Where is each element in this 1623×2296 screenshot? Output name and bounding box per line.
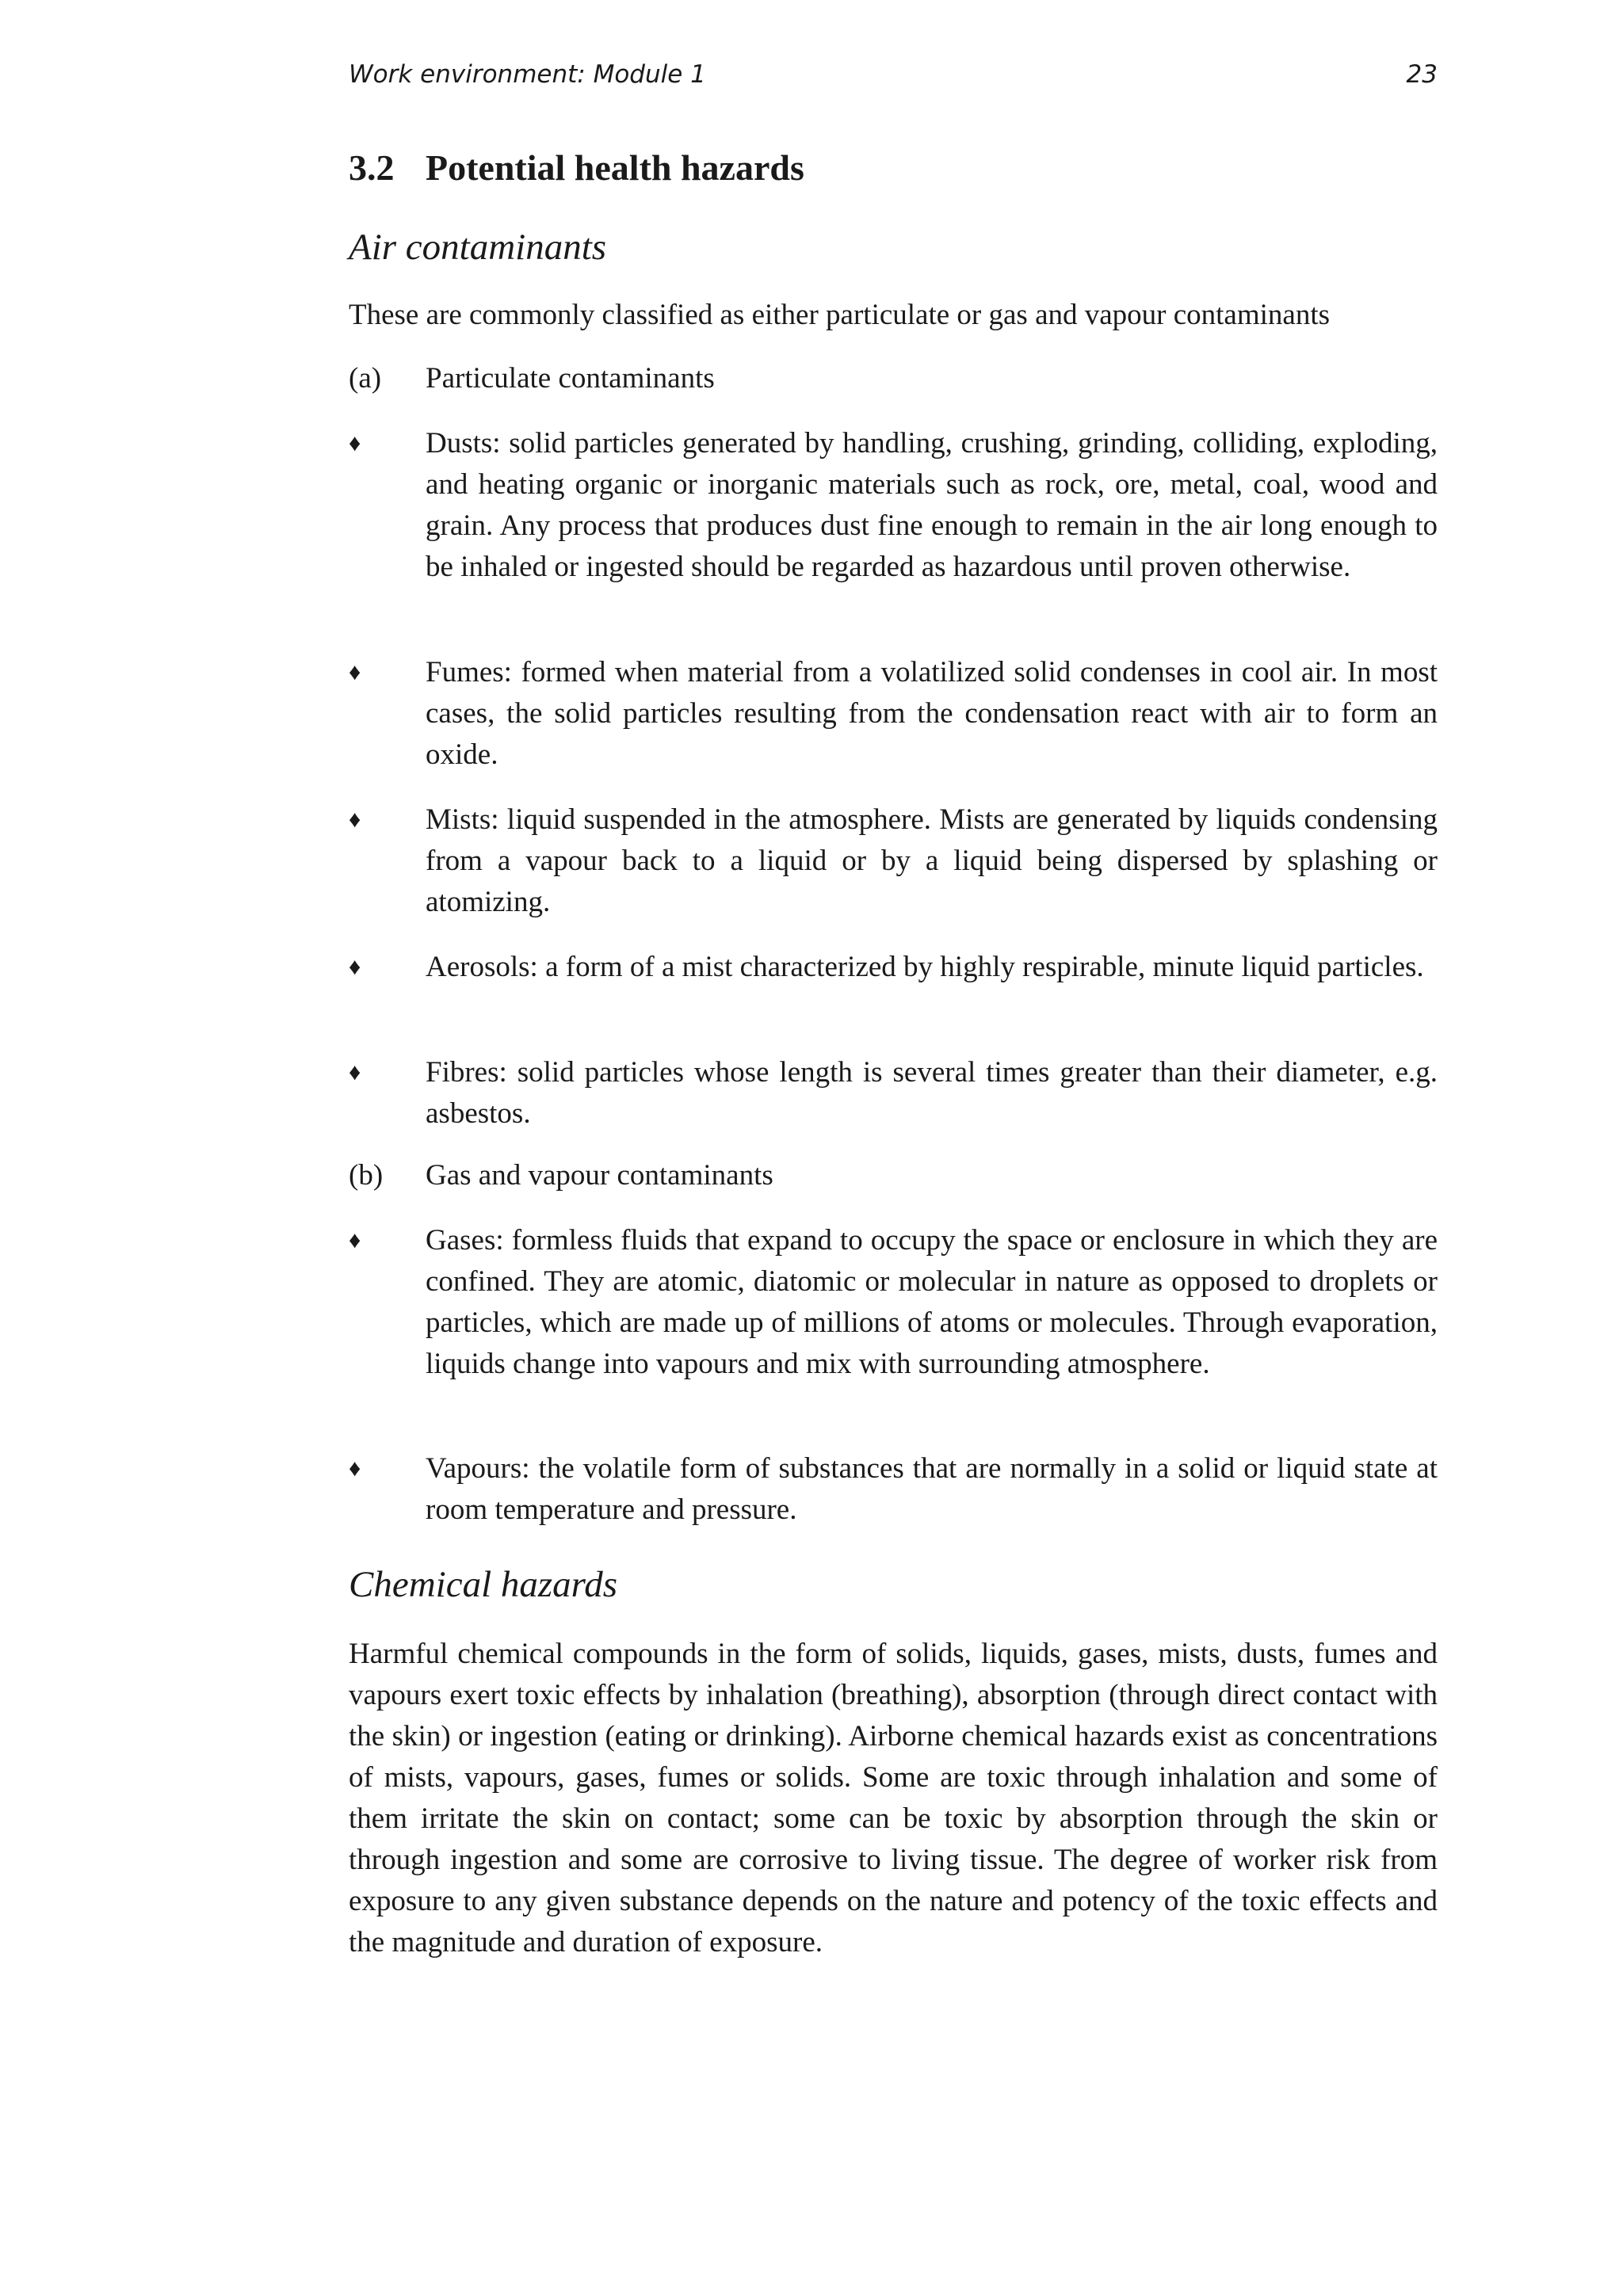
chemical-hazards-body: Harmful chemical compounds in the form of solids, liquids, gases, mists, dusts, fumes and vapours exert toxic effects by inhalation (breathing), absorption (through direct contact with the skin) or ingestion (eating or drinking). Airborne chemical hazards exist as concentrations of mists, vapours, gases, fumes or solids. Some are toxic through inhalation and some of them irritate the skin on contact; some can be toxic by absorption through the skin or through ingestion and some are corrosive to living tissue. The degree of worker risk from exposure to any given substance depends on the nature and potency of the toxic effects and the magnitude and duration of exposure.: [349, 1638, 1438, 1958]
diamond-bullet-icon: ♦: [349, 430, 361, 456]
subheading-air-contaminants: Air contaminants: [349, 227, 607, 268]
diamond-bullet-icon: ♦: [349, 1227, 361, 1253]
subheading-chemical-hazards: Chemical hazards: [349, 1564, 618, 1605]
group-b-title: Gas and vapour contaminants: [426, 1159, 773, 1192]
diamond-bullet-icon: ♦: [349, 807, 361, 833]
list-item-text: Fibres: solid particles whose length is several times greater than their diameter, e.g. asbestos.: [426, 1056, 1438, 1130]
group-a-label: (a): [349, 362, 382, 395]
section-heading: [349, 144, 804, 192]
list-item-text: Gases: formless fluids that expand to occupy the space or enclosure in which they are confined. They are atomic, diatomic or molecular in nature as opposed to droplets or particles, which are made up of millions of atoms or molecules. Through evaporation, liquids change into vapours and mix with surrounding atmosphere.: [426, 1224, 1438, 1380]
group-a-title: Particulate contaminants: [426, 362, 715, 395]
air-contaminants-intro: These are commonly classified as either particulate or gas and vapour contaminants: [349, 299, 1331, 331]
section-number: 3.2: [349, 147, 395, 188]
section-title: Potential health hazards: [426, 147, 804, 188]
list-item-text: Fumes: formed when material from a volatilized solid condenses in cool air. In most cases, the solid particles resulting from the condensation react with air to form an oxide.: [426, 656, 1438, 771]
list-item-text: Dusts: solid particles generated by handling, crushing, grinding, colliding, exploding, and heating organic or inorganic materials such as rock, ore, metal, coal, wood and grain. Any process that produces dust fine enough to remain in the air long enough to be inhaled or ingested should be regarded as hazardous until proven otherwise.: [426, 427, 1438, 583]
running-title: Work environment: Module 1: [349, 60, 706, 89]
list-item-text: Mists: liquid suspended in the atmosphere. Mists are generated by liquids condensing from a vapour back to a liquid or by a liquid being dispersed by splashing or atomizing.: [426, 803, 1438, 918]
diamond-bullet-icon: ♦: [349, 1059, 361, 1085]
diamond-bullet-icon: ♦: [349, 954, 361, 980]
page-number: 23: [1406, 60, 1438, 89]
running-header: [349, 60, 1438, 98]
diamond-bullet-icon: ♦: [349, 659, 361, 685]
group-b-label: (b): [349, 1159, 384, 1192]
list-item-text: Aerosols: a form of a mist characterized by highly respirable, minute liquid particles.: [426, 951, 1424, 983]
diamond-bullet-icon: ♦: [349, 1455, 361, 1482]
list-item-text: Vapours: the volatile form of substances that are normally in a solid or liquid state at room temperature and pressure.: [426, 1452, 1438, 1526]
